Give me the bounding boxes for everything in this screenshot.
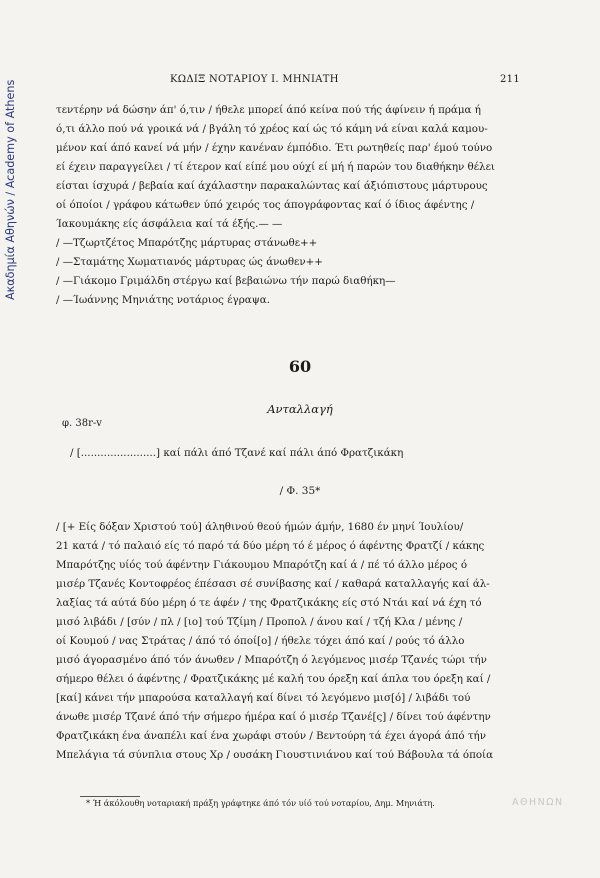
- text-line: [καί] κάνει τήν μπαρούσα καταλλαγή καί δίνει τό λεγόμενο μισ[ό] / λιβάδι τού: [56, 692, 471, 704]
- page-number: 211: [500, 74, 520, 85]
- text-line: εί έχειν παραγγείλει / τί έτερον καί είπέ μου ούχί εί μή ή παρών του διαθήκην θέλει: [56, 161, 495, 173]
- text-line: Μπελάγια τά σύνπλια στους Χρ / ουσάκη Γιουστινιάνου καί τού Βάβουλα τά όποία: [56, 749, 494, 761]
- archive-side-label: Ακαδημία Αθηνών / Academy of Athens: [4, 79, 17, 301]
- text-line: τεντέρην νά δώσην άπ' ό,τιν / ήθελε μπορεί άπό κείνα πού τής άφίνειν ή πράμα ή: [56, 104, 481, 116]
- signature-line: / —Γιάκομο Γριμάλδη στέργω καί βεβαιώνω τήν παρώ διαθήκη—: [56, 275, 396, 287]
- section-number: 60: [288, 357, 312, 376]
- text-line: Ίακουμάκης είς άσφάλεια καί τά έξής.— —: [56, 218, 283, 230]
- footnote-rule: [80, 796, 140, 797]
- folio-reference-secondary: / Φ. 35*: [279, 485, 321, 497]
- signature-line: / —Τζωρτζέτος Μπαρότζης μάρτυρας στάνωθε++: [56, 237, 318, 249]
- signature-line: / —Σταμάτης Χωματιανός μάρτυρας ώς άνωθεν++: [56, 256, 323, 268]
- text-line: λαξίας τά αύτά δύο μέρη ό τε άφέν / της Φρατζικάκης είς στό Ντάι καί νά έχη τό: [56, 597, 482, 609]
- text-line: οί Κουμού / νας Στράτας / άπό τό όποί[ο] / ήθελε τόχει άπό καί / ρούς τό άλλο: [56, 635, 465, 647]
- text-line: 21 κατά / τό παλαιό είς τό παρό τά δύο μέρη τό έ μέρος ό άφέντης Φρατζί / κάκης: [56, 540, 485, 552]
- text-line: ό,τι άλλο πού νά γροικά νά / βγάλη τό χρέος καί ώς τό κάμη νά είναι καλά καμου-: [56, 123, 488, 135]
- text-line: μένον καί άπό κανεί νά μήν / έχην κανέναν έμπόδιο. Έτι ρωτηθείς παρ' έμού τούνο: [56, 142, 493, 154]
- text-line: οί όποίοι / γράφου κάτωθεν ύπό χειρός τος άπογράφοντας καί ό ίδιος άφέντης /: [56, 199, 475, 211]
- text-line: / [+ Είς δόξαν Χριστού τού] άληθινού θεού ήμών άμήν, 1680 έν μηνί Ίουλίου/: [56, 521, 464, 533]
- text-line: μισό λιβάδι / [σύν / πλ / [ιο] τού Τζίμη / Προπολ / άνου καί / τζή Κλα / μένης /: [56, 616, 463, 628]
- footnote: * Ή άκόλουθη νοταριακή πράξη γράφτηκε άπό τόν υίό τού νοταρίου, Δημ. Μηνιάτη.: [86, 798, 435, 808]
- folio-reference: φ. 38r-v: [62, 418, 102, 429]
- text-line: άνωθε μισέρ Τζανέ άπό τήν σήμερο ήμέρα καί ό μισέρ Τζανέ[ς] / δίνει τού άφέντην: [56, 711, 491, 723]
- watermark: ΑΘΗΝΩΝ: [512, 797, 564, 808]
- text-line: μισέρ Τζανές Κοντοφρέος έπέσασι σέ συνίβασης καί / καθαρά καταλλαγής καί άλ-: [56, 578, 490, 590]
- page-header: [60, 74, 520, 90]
- running-title: ΚΩΔΙΞ ΝΟΤΑΡΙΟΥ Ι. ΜΗΝΙΑΤΗ: [170, 74, 339, 85]
- section-title: Ανταλλαγή: [267, 402, 333, 416]
- text-line: μισό άγορασμένο άπό τόν άνωθεν / Μπαρότζη ό λεγόμενος μισέρ Τζανές τώρι τήν: [56, 654, 487, 666]
- text-line: Μπαρότζης υίός τού άφέντην Γιάκουμου Μπαρότζη καί ά / πέ τό άλλο μέρος ό: [56, 559, 468, 571]
- text-line: Φρατζικάκη ένα άναπέλι καί ένα χωράφι στούν / Βεντούρη τά έχει άγορά άπό τήν: [56, 730, 486, 742]
- text-line: είσται ίσχυρά / βεβαία καί άχάλαστην παρακαλώντας καί άξιόπιστους μάρτυρους: [56, 180, 488, 192]
- lacuna-line: / [.......................] καί πάλι άπό Τζανέ καί πάλι άπό Φρατζικάκη: [70, 447, 404, 459]
- signature-line: / —Ίωάννης Μηνιάτης νοτάριος έγραψα.: [56, 294, 271, 306]
- text-line: σήμερο θέλει ό άφέντης / Φρατζικάκης μέ καλή του όρεξη καί άπλα του όρεξη καί /: [56, 673, 491, 685]
